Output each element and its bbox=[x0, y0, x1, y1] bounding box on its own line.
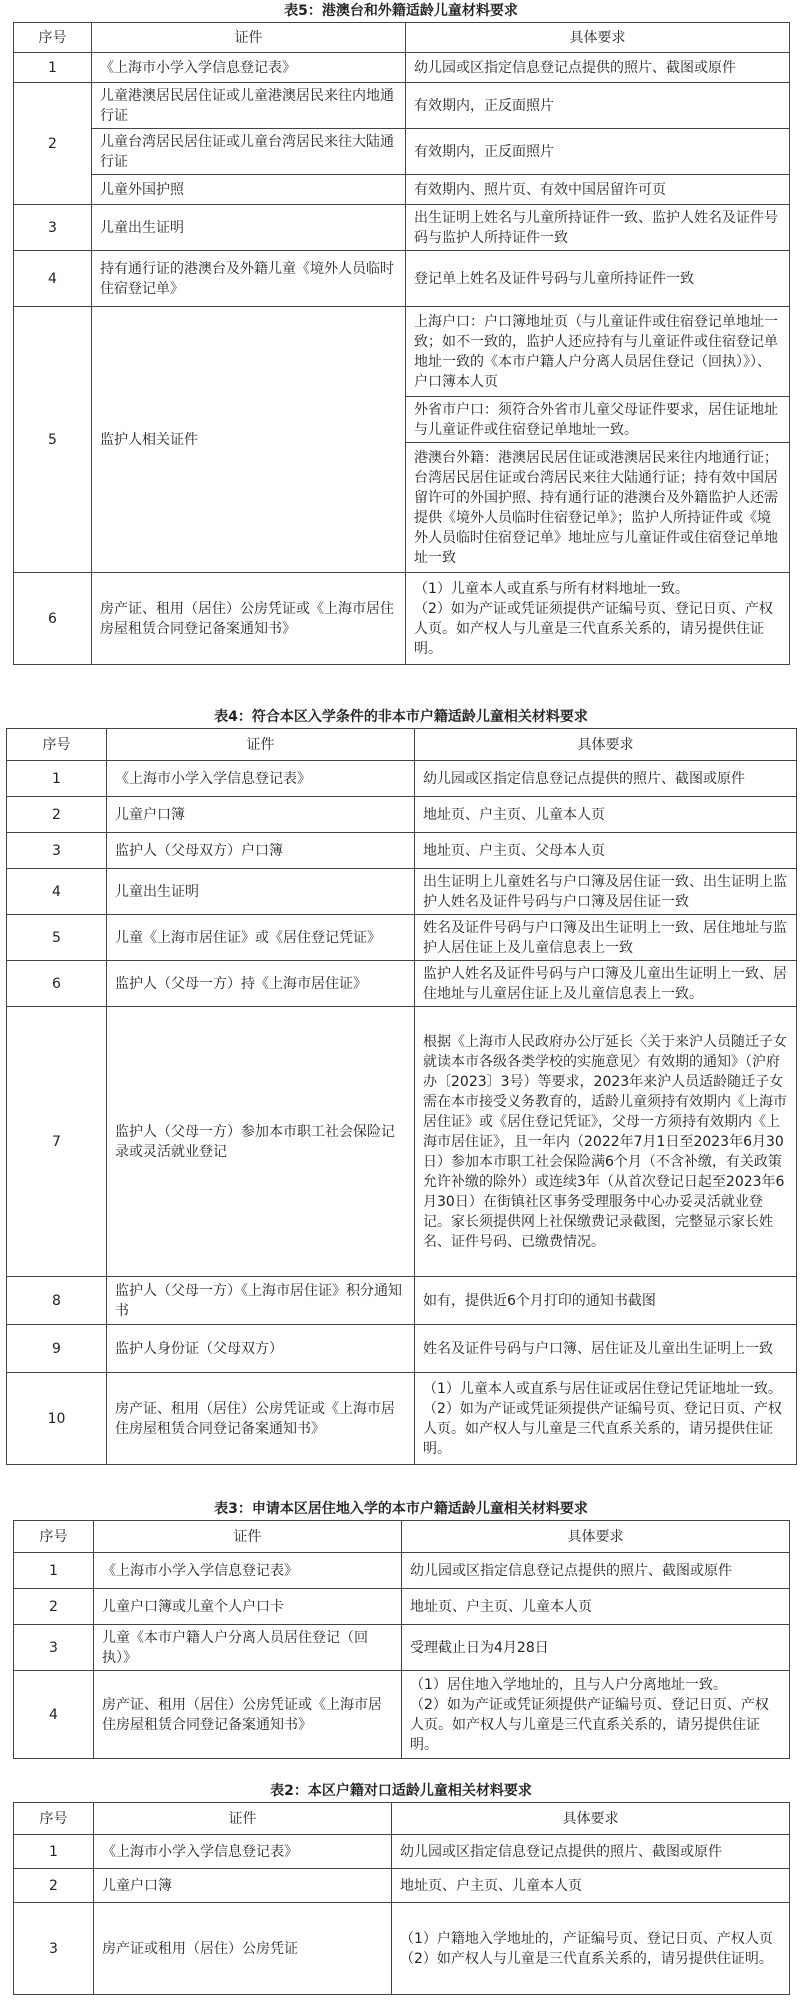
requirement-line: （2）如为产证或凭证须提供产证编号页、登记日页、产权人页。如产权人与儿童是三代直系关系的，请另提供住证明。 bbox=[423, 1400, 782, 1457]
row-document: 监护人（父母一方）持《上海市居住证》 bbox=[107, 961, 415, 1007]
table-row bbox=[7, 961, 797, 1007]
row-requirement: 姓名及证件号码与户口簿、居住证及儿童出生证明上一致 bbox=[415, 1325, 797, 1373]
row-requirement: 地址页、户主页、儿童本人页 bbox=[415, 797, 797, 833]
row-document: 儿童出生证明 bbox=[107, 869, 415, 915]
header-requirement: 具体要求 bbox=[402, 1521, 790, 1553]
row-requirement: 港澳台外籍：港澳居民居住证或港澳居民来往内地通行证；台湾居民居住证或台湾居民来往大陆通行证；持有效中国居留许可的外国护照、持有通行证的港澳台及外籍监护人还需提供《境外人员临时住宿登记单》；监护人所持证件或《境外人员临时住宿登记单》地址应与儿童证件或住宿登记单地址一致 bbox=[406, 443, 790, 573]
row-requirement bbox=[406, 573, 790, 665]
row-document: 监护人（父母一方）《上海市居住证》积分通知书 bbox=[107, 1277, 415, 1325]
row-document: 儿童户口簿或儿童个人户口卡 bbox=[94, 1589, 402, 1625]
table-row bbox=[7, 1325, 797, 1373]
row-document: 儿童户口簿 bbox=[94, 1869, 392, 1903]
row-no: 3 bbox=[14, 1625, 94, 1671]
row-document: 监护人身份证（父母双方） bbox=[107, 1325, 415, 1373]
table-row bbox=[14, 1869, 790, 1903]
row-requirement: 幼儿园或区指定信息登记点提供的照片、截图或原件 bbox=[392, 1835, 790, 1869]
table-row bbox=[14, 251, 790, 307]
row-no: 2 bbox=[14, 1869, 94, 1903]
row-document: 房产证、租用（居住）公房凭证或《上海市居住房屋租赁合同登记备案通知书》 bbox=[107, 1373, 415, 1465]
row-document: 监护人相关证件 bbox=[92, 307, 406, 573]
row-requirement bbox=[402, 1671, 790, 1759]
table-row bbox=[14, 1625, 790, 1671]
row-no: 5 bbox=[7, 915, 107, 961]
requirement-line: （1）居住地入学地址的，且与人户分离地址一致。 bbox=[410, 1676, 727, 1693]
table5-title: 表5：港澳台和外籍适龄儿童材料要求 bbox=[284, 3, 518, 19]
table4 bbox=[6, 728, 797, 1465]
row-no: 1 bbox=[14, 1553, 94, 1589]
header-document: 证件 bbox=[107, 729, 415, 761]
row-document: 房产证、租用（居住）公房凭证或《上海市居住房屋租赁合同登记备案通知书》 bbox=[92, 573, 406, 665]
row-document: 《上海市小学入学信息登记表》 bbox=[94, 1835, 392, 1869]
header-document: 证件 bbox=[92, 23, 406, 53]
row-requirement: 根据《上海市人民政府办公厅延长〈关于来沪人员随迁子女就读本市各级各类学校的实施意见〉有效期的通知》（沪府办〔2023〕3号）等要求，2023年来沪人员适龄随迁子女需在本市接受义务教育的，适龄儿童须持有效期内《上海市居住证》或《居住登记凭证》，父母一方须持有效期内《上海市居住证》，且一年内（2022年7月1日至2023年6月30日）参加本市职工社会保险满6个月（不含补缴，有关政策允许补缴的除外）或连续3年（从首次登记日起至2023年6月30日）在街镇社区事务受理服务中心办妥灵活就业登记。家长须提供网上社保缴费记录截图，完整显示家长姓名、证件号码、已缴费情况。 bbox=[415, 1007, 797, 1277]
table5 bbox=[13, 22, 790, 665]
table2-title: 表2：本区户籍对口适龄儿童相关材料要求 bbox=[270, 1783, 532, 1799]
row-requirement: 有效期内、照片页、有效中国居留许可页 bbox=[406, 175, 790, 205]
table-row bbox=[14, 1671, 790, 1759]
header-document: 证件 bbox=[94, 1521, 402, 1553]
row-requirement: 外省市户口：须符合外省市儿童父母证件要求，居住证地址与儿童证件或住宿登记单地址一致。 bbox=[406, 397, 790, 443]
row-requirement: 地址页、户主页、父母本人页 bbox=[415, 833, 797, 869]
row-requirement: 有效期内，正反面照片 bbox=[406, 129, 790, 175]
row-document: 《上海市小学入学信息登记表》 bbox=[107, 761, 415, 797]
row-requirement: 姓名及证件号码与户口簿及出生证明上一致、居住地址与监护人居住证上及儿童信息表上一致 bbox=[415, 915, 797, 961]
requirement-line: （2）如为产证或凭证须提供产证编号页、登记日页、产权人页。如产权人与儿童是三代直系关系的，请另提供住证明。 bbox=[410, 1696, 769, 1753]
table-row bbox=[14, 307, 790, 397]
row-document: 《上海市小学入学信息登记表》 bbox=[92, 53, 406, 83]
row-no: 4 bbox=[14, 251, 92, 307]
row-no: 7 bbox=[7, 1007, 107, 1277]
requirement-line: （2）如产权人与儿童是三代直系关系的，请另提供住证明。 bbox=[400, 1950, 773, 1967]
table-row bbox=[14, 83, 790, 129]
header-no: 序号 bbox=[14, 1803, 94, 1835]
row-document: 监护人（父母双方）户口簿 bbox=[107, 833, 415, 869]
table-row bbox=[14, 175, 790, 205]
row-document: 持有通行证的港澳台及外籍儿童《境外人员临时住宿登记单》 bbox=[92, 251, 406, 307]
row-document: 儿童《本市户籍人户分离人员居住登记（回执）》 bbox=[94, 1625, 402, 1671]
row-document: 监护人（父母一方）参加本市职工社会保险记录或灵活就业登记 bbox=[107, 1007, 415, 1277]
requirement-line: （1）儿童本人或直系与所有材料地址一致。 bbox=[414, 580, 689, 597]
row-requirement: 出生证明上姓名与儿童所持证件一致、监护人姓名及证件号码与监护人所持证件一致 bbox=[406, 205, 790, 251]
row-requirement: 幼儿园或区指定信息登记点提供的照片、截图或原件 bbox=[406, 53, 790, 83]
row-document: 儿童外国护照 bbox=[92, 175, 406, 205]
row-document: 儿童户口簿 bbox=[107, 797, 415, 833]
table-row bbox=[7, 915, 797, 961]
table-row bbox=[14, 205, 790, 251]
table-row bbox=[7, 1373, 797, 1465]
table-row bbox=[14, 53, 790, 83]
row-requirement bbox=[415, 1373, 797, 1465]
table-row bbox=[7, 1007, 797, 1277]
row-requirement: 登记单上姓名及证件号码与儿童所持证件一致 bbox=[406, 251, 790, 307]
table-row bbox=[14, 573, 790, 665]
row-no: 2 bbox=[7, 797, 107, 833]
table4-title: 表4：符合本区入学条件的非本市户籍适龄儿童相关材料要求 bbox=[214, 709, 588, 725]
requirement-line: （2）如为产证或凭证须提供产证编号页、登记日页、产权人页。如产权人与儿童是三代直系关系的，请另提供住证明。 bbox=[414, 600, 773, 657]
header-no: 序号 bbox=[7, 729, 107, 761]
table-row bbox=[14, 1589, 790, 1625]
row-document: 儿童港澳居民居住证或儿童港澳居民来往内地通行证 bbox=[92, 83, 406, 129]
row-no: 6 bbox=[7, 961, 107, 1007]
row-no: 3 bbox=[14, 205, 92, 251]
table-row bbox=[7, 869, 797, 915]
row-requirement: 地址页、户主页、儿童本人页 bbox=[392, 1869, 790, 1903]
table-row bbox=[7, 1277, 797, 1325]
table-row bbox=[7, 833, 797, 869]
table3 bbox=[13, 1520, 790, 1759]
header-no: 序号 bbox=[14, 1521, 94, 1553]
table-row bbox=[14, 1835, 790, 1869]
row-no: 4 bbox=[14, 1671, 94, 1759]
table2 bbox=[13, 1802, 790, 1995]
row-requirement bbox=[392, 1903, 790, 1995]
row-no: 1 bbox=[14, 1835, 94, 1869]
row-requirement: 幼儿园或区指定信息登记点提供的照片、截图或原件 bbox=[402, 1553, 790, 1589]
row-requirement: 如有，提供近6个月打印的通知书截图 bbox=[415, 1277, 797, 1325]
row-no: 3 bbox=[14, 1903, 94, 1995]
row-document: 房产证或租用（居住）公房凭证 bbox=[94, 1903, 392, 1995]
table-row bbox=[14, 129, 790, 175]
table-row bbox=[14, 1553, 790, 1589]
row-requirement: 上海户口：户口簿地址页（与儿童证件或住宿登记单地址一致；如不一致的，监护人还应持有与儿童证件或住宿登记单地址一致的《本市户籍人户分离人员居住登记（回执）》）、户口簿本人页 bbox=[406, 307, 790, 397]
row-requirement: 地址页、户主页、儿童本人页 bbox=[402, 1589, 790, 1625]
table3-title: 表3：申请本区居住地入学的本市户籍适龄儿童相关材料要求 bbox=[214, 1501, 588, 1517]
row-document: 儿童台湾居民居住证或儿童台湾居民来往大陆通行证 bbox=[92, 129, 406, 175]
row-no: 1 bbox=[14, 53, 92, 83]
row-requirement: 监护人姓名及证件号码与户口簿及儿童出生证明上一致、居住地址与儿童居住证上及儿童信息表上一致。 bbox=[415, 961, 797, 1007]
row-no: 10 bbox=[7, 1373, 107, 1465]
row-no: 8 bbox=[7, 1277, 107, 1325]
row-no: 2 bbox=[14, 83, 92, 205]
header-document: 证件 bbox=[94, 1803, 392, 1835]
row-no: 6 bbox=[14, 573, 92, 665]
row-requirement: 有效期内，正反面照片 bbox=[406, 83, 790, 129]
header-no: 序号 bbox=[14, 23, 92, 53]
requirement-line: （1）户籍地入学地址的，产证编号页、登记日页、产权人页 bbox=[400, 1930, 773, 1947]
row-requirement: 受理截止日为4月28日 bbox=[402, 1625, 790, 1671]
row-no: 2 bbox=[14, 1589, 94, 1625]
row-requirement: 出生证明上儿童姓名与户口簿及居住证一致、出生证明上监护人姓名及证件号码与户口簿及居住证一致 bbox=[415, 869, 797, 915]
row-document: 房产证、租用（居住）公房凭证或《上海市居住房屋租赁合同登记备案通知书》 bbox=[94, 1671, 402, 1759]
row-document: 《上海市小学入学信息登记表》 bbox=[94, 1553, 402, 1589]
row-no: 3 bbox=[7, 833, 107, 869]
table-row bbox=[7, 797, 797, 833]
row-requirement: 幼儿园或区指定信息登记点提供的照片、截图或原件 bbox=[415, 761, 797, 797]
requirement-line: （1）儿童本人或直系与居住证或居住登记凭证地址一致。 bbox=[423, 1380, 782, 1397]
header-requirement: 具体要求 bbox=[406, 23, 790, 53]
row-no: 1 bbox=[7, 761, 107, 797]
table-row bbox=[7, 761, 797, 797]
table-row bbox=[14, 1903, 790, 1995]
row-no: 5 bbox=[14, 307, 92, 573]
row-no: 9 bbox=[7, 1325, 107, 1373]
row-document: 儿童《上海市居住证》或《居住登记凭证》 bbox=[107, 915, 415, 961]
row-document: 儿童出生证明 bbox=[92, 205, 406, 251]
row-no: 4 bbox=[7, 869, 107, 915]
header-requirement: 具体要求 bbox=[392, 1803, 790, 1835]
header-requirement: 具体要求 bbox=[415, 729, 797, 761]
